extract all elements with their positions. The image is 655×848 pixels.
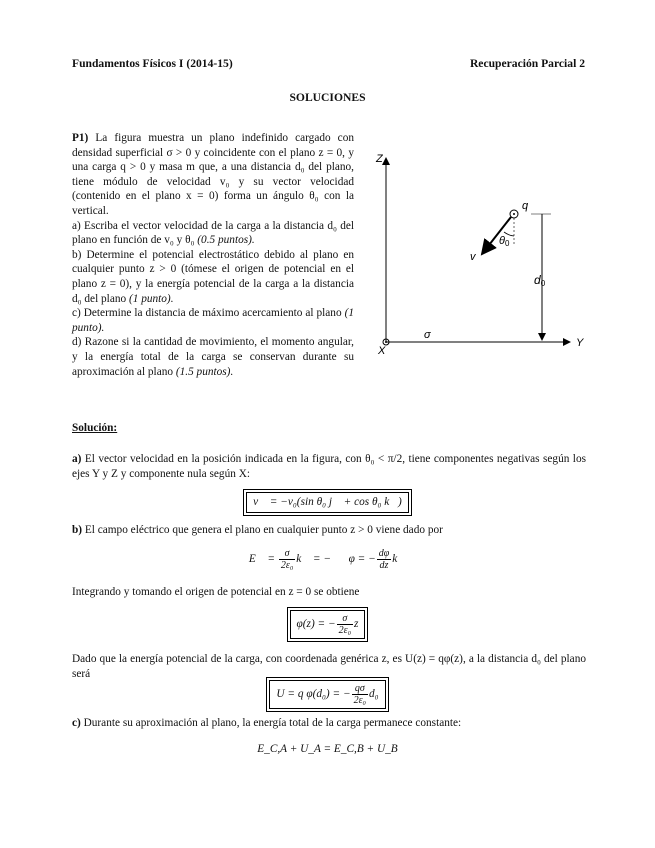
equation-c: E_C,A + U_A = E_C,B + U_B bbox=[257, 743, 398, 755]
velocity-label: v bbox=[470, 251, 476, 263]
problem-figure bbox=[366, 146, 596, 361]
equation-a-row bbox=[0, 492, 655, 513]
question-a-points: (0.5 puntos). bbox=[197, 234, 255, 247]
question-c bbox=[72, 306, 354, 335]
problem-statement bbox=[72, 131, 354, 379]
sigma-label: σ bbox=[424, 329, 431, 341]
equation-b-mid: k⃗ = −∇⃗φ = − bbox=[296, 553, 376, 566]
equation-b-lhs: E⃗ = bbox=[248, 553, 276, 566]
x-axis-label: X bbox=[378, 345, 386, 357]
equation-u-end: d₀ bbox=[369, 688, 379, 701]
equation-b-frac2 bbox=[377, 548, 392, 571]
solution-heading: Solución: bbox=[72, 422, 118, 434]
solution-b bbox=[72, 523, 586, 538]
page-title: SOLUCIONES bbox=[289, 91, 366, 104]
equation-b-row bbox=[0, 548, 655, 571]
equation-b-end: k⃗ bbox=[392, 553, 407, 566]
question-c-text: c) Determine la distancia de máximo acercamiento al plano bbox=[72, 307, 342, 320]
problem-intro bbox=[72, 131, 354, 219]
equation-b-num2: dφ bbox=[378, 548, 390, 559]
angle-arc bbox=[504, 232, 514, 236]
equation-b-den2: dz bbox=[379, 560, 389, 571]
solution-c-label: c) bbox=[72, 717, 81, 729]
equation-u-frac bbox=[352, 683, 368, 706]
charge-label: q bbox=[522, 200, 529, 212]
equation-u-num: qσ bbox=[352, 683, 368, 695]
equation-u-row bbox=[0, 680, 655, 709]
problem-label: P1) bbox=[72, 132, 89, 144]
equation-phi bbox=[290, 610, 366, 639]
question-b bbox=[72, 248, 354, 306]
charge-center bbox=[513, 213, 515, 215]
solution-c-text: Durante su aproximación al plano, la energía total de la carga permanece constante: bbox=[83, 717, 462, 729]
equation-phi-row bbox=[0, 610, 655, 639]
question-a-text: a) Escriba el vector velocidad de la carga a la distancia d₀ del plano en función de v₀ y θ₀ bbox=[72, 219, 354, 247]
question-c-points: (1 punto). bbox=[72, 307, 354, 334]
solution-a bbox=[72, 452, 586, 481]
header-exam: Recuperación Parcial 2 bbox=[469, 57, 585, 70]
question-b-points: (1 punto). bbox=[128, 292, 174, 305]
solution-a-text: El vector velocidad en la posición indicada en la figura, con θ₀ < π/2, tiene componentes negativas según los ejes Y y Z y componente nula según X: bbox=[72, 453, 586, 480]
solution-b-label: b) bbox=[72, 524, 83, 536]
equation-phi-num: σ bbox=[337, 613, 353, 625]
equation-b-num1: σ bbox=[279, 548, 295, 560]
question-d bbox=[72, 335, 354, 379]
y-axis-label: Y bbox=[576, 337, 584, 349]
energy-text: Dado que la energía potencial de la carga, con coordenada genérica z, es U(z) = qφ(z), a la distancia d₀ del plano será bbox=[72, 653, 586, 680]
problem-intro-text: La figura muestra un plano indefinido cargado con densidad superficial σ > 0 y coincidente con el plano z = 0, y una carga q > 0 y masa m que, a una distancia d₀ del plano, tiene módulo de velocidad v₀ y su vector velocidad (contenido en el plano x = 0) forma un ángulo θ₀ con la vertical. bbox=[72, 132, 354, 217]
equation-phi-den: 2ε₀ bbox=[338, 625, 352, 636]
equation-b-frac1 bbox=[279, 548, 295, 571]
question-d-points: (1.5 puntos). bbox=[175, 365, 234, 378]
equation-u bbox=[269, 680, 385, 709]
solution-c bbox=[72, 716, 586, 731]
distance-label: d0 bbox=[534, 273, 546, 288]
equation-u-lhs: U = q φ(d₀) = − bbox=[276, 688, 351, 701]
equation-phi-end: z bbox=[354, 618, 359, 631]
equation-phi-lhs: φ(z) = − bbox=[296, 618, 336, 631]
equation-b bbox=[249, 548, 406, 571]
equation-u-den: 2ε₀ bbox=[353, 695, 366, 706]
question-b-text: b) Determine el potencial electrostático debido al plano en cualquier punto z > 0 (tómese el origen de potencial en el plano z = 0), y la energía potencial de la carga a la distancia d₀ del plano bbox=[72, 248, 354, 305]
equation-b-den1: 2ε₀ bbox=[280, 560, 294, 571]
equation-phi-frac bbox=[337, 613, 353, 636]
z-axis-label: Z bbox=[376, 153, 383, 165]
integration-text: Integrando y tomando el origen de potencial en z = 0 se obtiene bbox=[72, 586, 360, 598]
x-axis-origin-dot bbox=[385, 341, 387, 343]
solution-b-text: El campo eléctrico que genera el plano en cualquier punto z > 0 viene dado por bbox=[84, 524, 443, 536]
velocity-vector bbox=[482, 217, 511, 254]
equation-a: v⃗ = −v₀(sin θ₀ j⃗ + cos θ₀ k⃗) bbox=[246, 492, 409, 513]
equation-c-row bbox=[0, 742, 655, 757]
solution-a-label: a) bbox=[72, 453, 82, 465]
question-a bbox=[72, 219, 354, 248]
header-course: Fundamentos Físicos I (2014-15) bbox=[72, 57, 233, 70]
angle-label: θ0 bbox=[499, 235, 510, 248]
question-d-text: d) Razone si la cantidad de movimiento, el momento angular, y la energía total de la carga se conservan durante su aproximación al plano bbox=[72, 336, 354, 378]
